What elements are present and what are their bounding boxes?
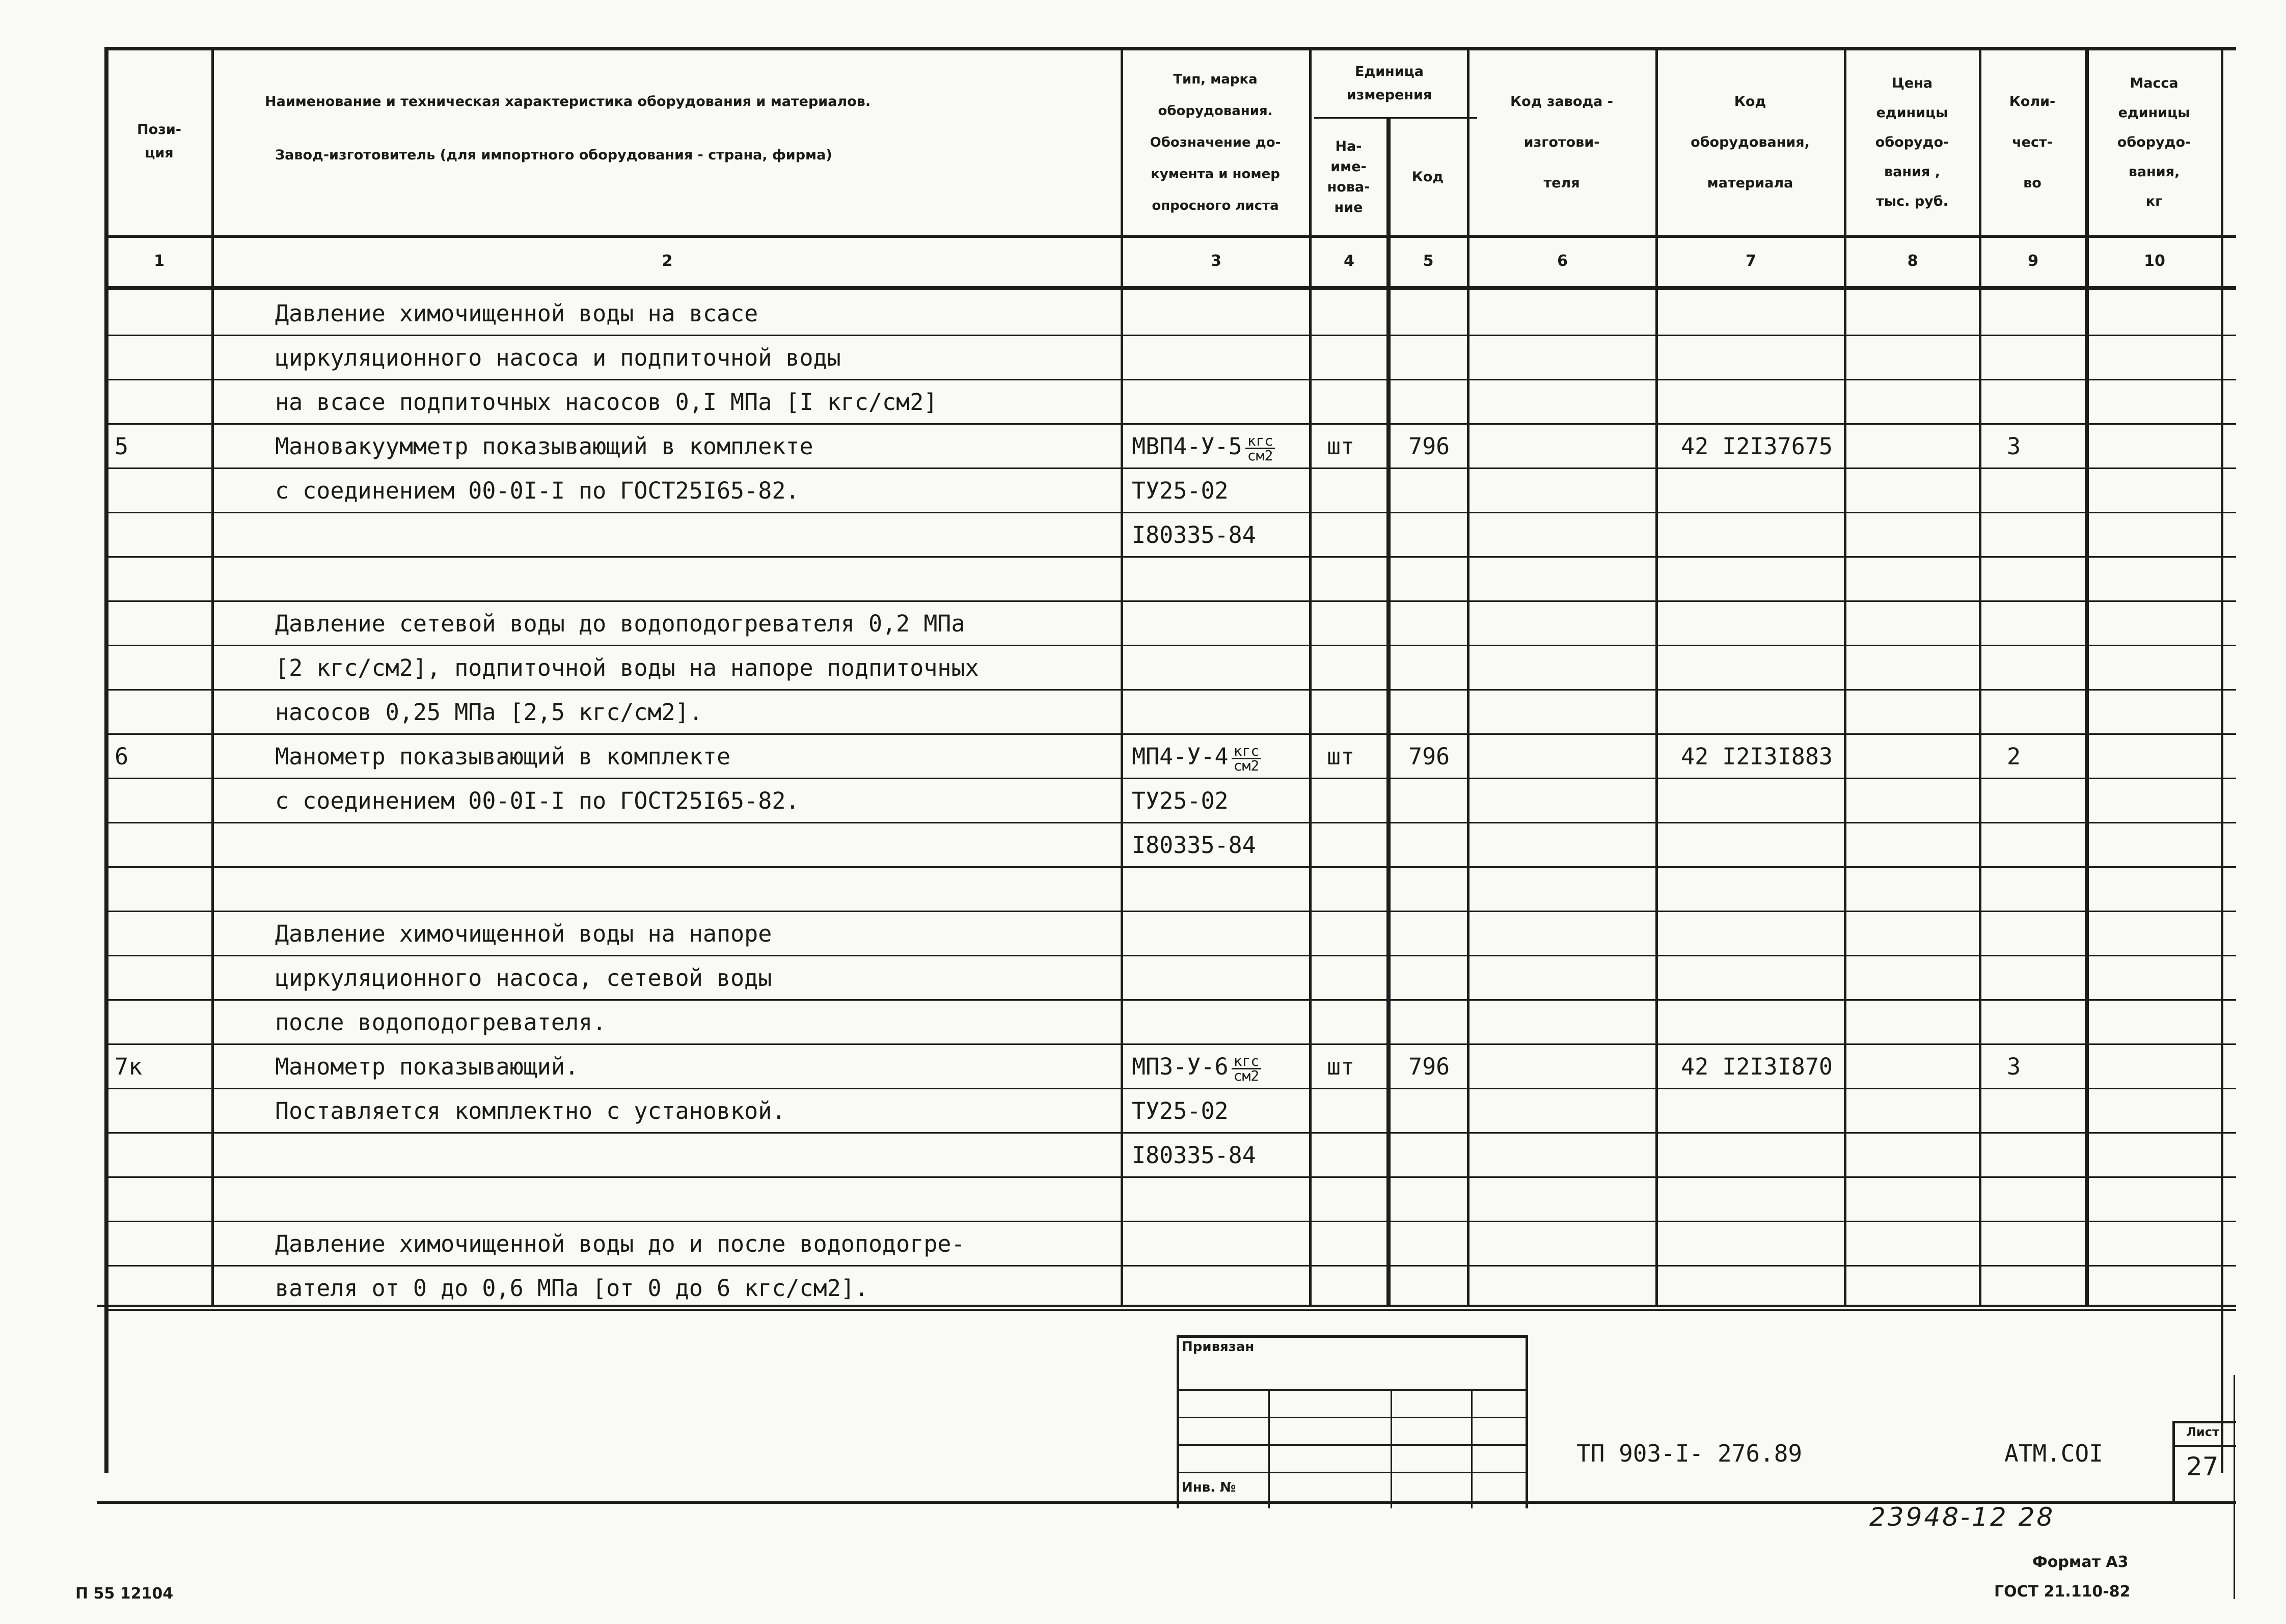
equipment-code-cell: 42 I2I3I883 xyxy=(1681,743,1833,770)
header-unit-code: Код xyxy=(1411,169,1444,185)
unit-fraction: $\frac{\text{кгс}}{см2}$ xyxy=(1232,745,1262,773)
stamp-col-2 xyxy=(1391,1389,1392,1508)
unit-code-cell: 796 xyxy=(1408,433,1450,460)
row-line xyxy=(104,467,2236,469)
stamp-left xyxy=(1177,1335,1179,1508)
col-number-3: 3 xyxy=(1211,252,1221,270)
name-cell: после водоподогревателя. xyxy=(275,1009,607,1036)
col-numbers-bottom-line xyxy=(104,286,2236,290)
row-line xyxy=(104,1309,2236,1311)
col-number-9: 9 xyxy=(2028,252,2038,270)
col-line-1 xyxy=(211,47,214,1305)
table-bottom-line xyxy=(97,1305,2236,1307)
stamp-right xyxy=(1526,1335,1528,1508)
header-type-mark: Тип, марка оборудования. Обозначение до- кумента и номер опросного листа xyxy=(1150,72,1281,213)
name-cell: с соединением 00-0I-I по ГОСТ25I65-82. xyxy=(275,477,800,504)
type-cell: ТУ25-02 xyxy=(1132,477,1229,504)
row-line xyxy=(104,733,2236,735)
row-line xyxy=(104,1088,2236,1089)
quantity-cell: 3 xyxy=(2007,1053,2021,1080)
doc-code: ТП 903-I- 276.89 xyxy=(1576,1440,1803,1467)
sheet-number: 27 xyxy=(2186,1452,2219,1481)
position-cell: 6 xyxy=(115,743,129,770)
row-line xyxy=(104,1043,2236,1045)
position-cell: 7к xyxy=(115,1053,143,1080)
row-line xyxy=(104,335,2236,336)
row-line xyxy=(104,689,2236,691)
name-cell: вателя от 0 до 0,6 МПа [от 0 до 6 кгс/см2]. xyxy=(275,1275,868,1302)
header-quantity: Коли- чест- во xyxy=(2009,94,2056,191)
col-number-1: 1 xyxy=(154,252,165,270)
row-line xyxy=(104,512,2236,513)
type-cell: ТУ25-02 xyxy=(1132,787,1229,814)
table-right-border xyxy=(2221,47,2223,1473)
equipment-code-cell: 42 I2I37675 xyxy=(1681,433,1833,460)
unit-fraction: $\frac{\text{кгс}}{см2}$ xyxy=(1232,1055,1262,1083)
gost-label: ГОСТ 21.110-82 xyxy=(1994,1583,2131,1601)
handwritten-number: 23948-12 28 xyxy=(1869,1502,2055,1532)
header-unit-price: Цена единицы оборудо- вания , тыс. руб. xyxy=(1875,75,1949,209)
name-cell: Давление сетевой воды до водоподогревателя 0,2 МПа xyxy=(275,610,965,637)
bottom-left-code: П 55 12104 xyxy=(75,1585,174,1603)
col-line-2 xyxy=(1121,47,1123,1305)
name-cell: Манометр показывающий в комплекте xyxy=(275,743,731,770)
col-line-9 xyxy=(2085,47,2089,1305)
position-cell: 5 xyxy=(115,433,129,460)
header-name-line2: Завод-изготовитель (для импортного оборудования - страна, фирма) xyxy=(275,147,832,163)
stamp-inv-number: Инв. № xyxy=(1182,1480,1236,1495)
name-cell: Давление химочищенной воды на напоре xyxy=(275,920,772,947)
type-cell: I80335-84 xyxy=(1132,521,1256,548)
unit-name-cell: шт xyxy=(1327,433,1355,460)
table-top-border xyxy=(104,47,2236,50)
type-cell: I80335-84 xyxy=(1132,832,1256,859)
col-line-5 xyxy=(1467,47,1469,1305)
name-cell: Манометр показывающий. xyxy=(275,1053,579,1080)
header-name-line1: Наименование и техническая характеристика оборудования и материалов. xyxy=(265,94,871,109)
row-line xyxy=(104,600,2236,602)
stamp-line-4 xyxy=(1177,1472,1528,1473)
header-unit-mass: Масса единицы оборудо- вания, кг xyxy=(2117,75,2191,209)
stamp-privyazan: Привязан xyxy=(1182,1339,1255,1355)
col-number-2: 2 xyxy=(662,252,673,270)
unit-name-cell: шт xyxy=(1327,1053,1355,1080)
col-line-4 xyxy=(1386,117,1391,1305)
row-line xyxy=(104,1176,2236,1178)
row-line xyxy=(104,1265,2236,1267)
col-number-7: 7 xyxy=(1746,252,1756,270)
unit-fraction: $\frac{\text{кгс}}{см2}$ xyxy=(1245,434,1275,462)
sheet-label: Лист xyxy=(2186,1425,2219,1439)
name-cell: на всасе подпиточных насосов 0,I МПа [I кгс/см2] xyxy=(275,389,938,416)
name-cell: циркуляционного насоса и подпиточной воды xyxy=(275,344,841,371)
col-line-8 xyxy=(1979,47,1981,1305)
stamp-top xyxy=(1177,1335,1528,1338)
header-unit-name: На- име- нова- ние xyxy=(1327,138,1370,215)
col-number-4: 4 xyxy=(1344,252,1354,270)
unit-group-line xyxy=(1314,117,1477,119)
col-line-3 xyxy=(1309,47,1312,1305)
unit-code-cell: 796 xyxy=(1408,1053,1450,1080)
type-cell: МП4-У-4 $\frac{\text{кгс}}{см2}$ xyxy=(1132,742,1261,773)
row-line xyxy=(104,379,2236,380)
name-cell: насосов 0,25 МПа [2,5 кгс/см2]. xyxy=(275,699,703,726)
quantity-cell: 3 xyxy=(2007,433,2021,460)
header-position: Пози- ция xyxy=(137,121,181,161)
stamp-line-3 xyxy=(1177,1444,1528,1446)
name-cell: Мановакуумметр показывающий в комплекте xyxy=(275,433,813,460)
right-margin-line xyxy=(2234,1375,2235,1599)
type-cell: МВП4-У-5 $\frac{\text{кгс}}{см2}$ xyxy=(1132,432,1275,462)
quantity-cell: 2 xyxy=(2007,743,2021,770)
col-line-7 xyxy=(1844,47,1846,1305)
header-unit-group: Единица измерения xyxy=(1346,64,1432,103)
type-cell: МП3-У-6 $\frac{\text{кгс}}{см2}$ xyxy=(1132,1053,1261,1083)
row-line xyxy=(104,822,2236,823)
row-line xyxy=(104,645,2236,646)
format-label: Формат А3 xyxy=(2032,1553,2129,1571)
type-cell: ТУ25-02 xyxy=(1132,1097,1229,1124)
col-number-5: 5 xyxy=(1423,252,1434,270)
row-line xyxy=(104,955,2236,956)
row-line xyxy=(104,556,2236,558)
name-cell: Давление химочищенной воды до и после водоподогре- xyxy=(275,1230,965,1257)
sheet-box-top xyxy=(2172,1421,2236,1423)
row-line xyxy=(104,778,2236,779)
col-number-10: 10 xyxy=(2144,252,2165,270)
row-line xyxy=(104,1221,2236,1222)
row-line xyxy=(104,866,2236,868)
type-cell: I80335-84 xyxy=(1132,1142,1256,1169)
equipment-code-cell: 42 I2I3I870 xyxy=(1681,1053,1833,1080)
stamp-col-1 xyxy=(1268,1389,1270,1508)
row-line xyxy=(104,911,2236,912)
row-line xyxy=(104,423,2236,425)
name-cell: циркуляционного насоса, сетевой воды xyxy=(275,965,772,992)
name-cell: с соединением 00-0I-I по ГОСТ25I65-82. xyxy=(275,787,800,814)
stamp-col-3 xyxy=(1471,1389,1473,1508)
sheet-box-left xyxy=(2172,1421,2175,1502)
doc-mark: АТМ.COI xyxy=(2004,1440,2103,1467)
name-cell: [2 кгс/см2], подпиточной воды на напоре подпиточных xyxy=(275,654,979,681)
header-equipment-code: Код оборудования, материала xyxy=(1691,94,1810,191)
row-line xyxy=(104,999,2236,1001)
name-cell: Поставляется комплектно с установкой. xyxy=(275,1097,786,1124)
name-cell: Давление химочищенной воды на всасе xyxy=(275,300,758,327)
row-line xyxy=(104,1132,2236,1134)
header-bottom-line xyxy=(104,235,2236,238)
col-number-8: 8 xyxy=(1907,252,1918,270)
sheet-box-divider xyxy=(2172,1445,2236,1447)
unit-name-cell: шт xyxy=(1327,743,1355,770)
stamp-line-2 xyxy=(1177,1417,1528,1418)
unit-code-cell: 796 xyxy=(1408,743,1450,770)
header-plant-code: Код завода - изготови- теля xyxy=(1510,94,1613,191)
col-number-6: 6 xyxy=(1557,252,1568,270)
stamp-line-1 xyxy=(1177,1389,1528,1391)
col-line-6 xyxy=(1655,47,1658,1305)
